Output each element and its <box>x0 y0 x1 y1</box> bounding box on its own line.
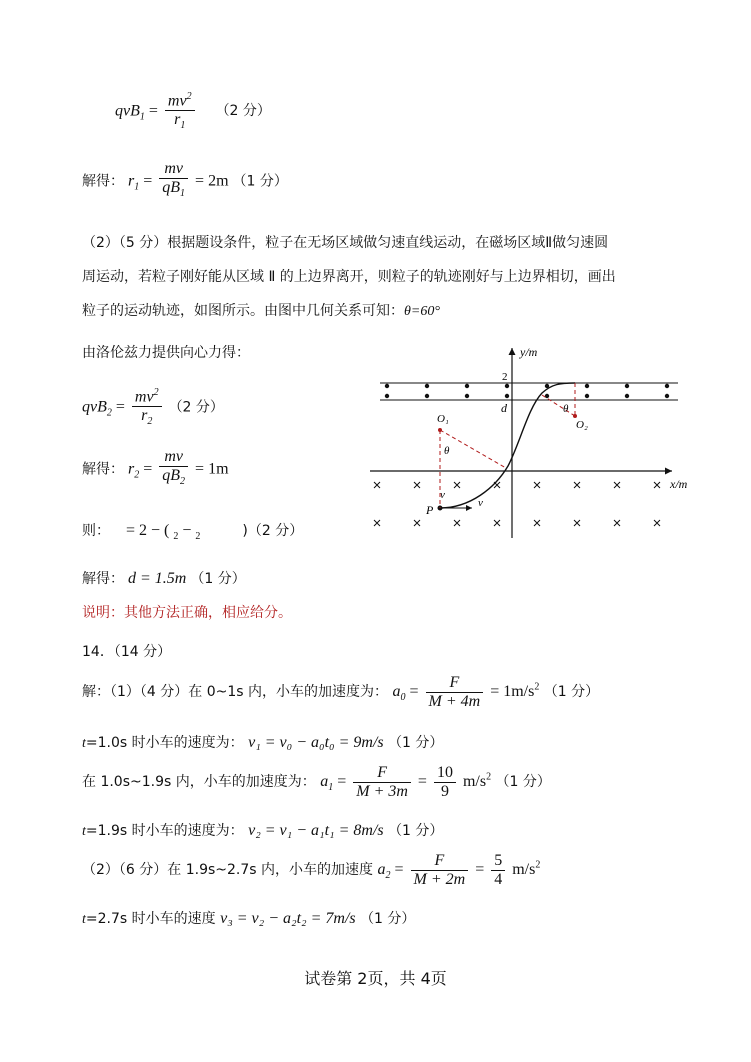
label-d: d <box>501 401 507 415</box>
label-o1: O₁ <box>437 413 449 425</box>
line-a0: 解：（1）（4 分）在 0~1s 内，小车的加速度为： $a_0$ = $\frac{F}{M + 4m}$ = $1m/s^2$ （1 分） <box>82 674 600 710</box>
equation-r1: 解得： $r_1$ = $\frac{mv}{qB_1}$ = 2m （1 分） <box>82 160 288 200</box>
label-v-lower: v <box>478 497 483 509</box>
grading-note: 说明：其他方法正确，相应给分。 <box>82 605 292 621</box>
trajectory-diagram <box>360 338 690 548</box>
equation-then: 则： = 2 − ( $_2$ − $_2$ )（2 分） <box>82 522 304 543</box>
label-v-left: v <box>440 489 445 501</box>
line-v1: t=1.0s 时小车的速度为： v₁ = v₀ − a₀t₀ = 9m/s （1 分） <box>82 734 444 751</box>
part2-line2: 周运动，若粒子刚好能从区域 Ⅱ 的上边界离开，则粒子的轨迹刚好与上边界相切，画出 <box>82 269 616 285</box>
line-a1: 在 1.0s~1.9s 内，小车的加速度为： $a_1$ = $\frac{F}{M + 3m}$ = $\frac{10}{9}$ $m/s^2$ （1 分） <box>82 764 551 800</box>
field-dots <box>385 384 669 398</box>
label-theta-2: θ <box>563 403 569 415</box>
equation-r2: 解得： $r_2$ = $\frac{mv}{qB_2}$ = 1m <box>82 448 229 488</box>
equation-qvb1: qvB$_1$ = $\frac{mv^2}{r_1}$ （2 分） <box>115 88 271 136</box>
question-14-title: 14．（14 分） <box>82 644 172 660</box>
line-v3: t=2.7s 时小车的速度 v₃ = v₂ − a₂t₂ = 7m/s （1 分） <box>82 910 416 927</box>
page-footer: 试卷第 2页，共 4页 <box>304 969 447 988</box>
tick-2-label: 2 <box>502 371 508 383</box>
line-v2: t=1.9s 时小车的速度为： v₂ = v₁ − a₁t₁ = 8m/s （1 分） <box>82 822 444 839</box>
o1-radius-slant <box>440 430 506 468</box>
particle-trajectory <box>440 383 575 508</box>
equation-qvb2: qvB$_2$ = $\frac{mv^2}{r_2}$ （2 分） <box>82 384 224 432</box>
part2-line3: 粒子的运动轨迹，如图所示。由图中几何关系可知：θ=60° <box>82 303 440 319</box>
label-theta-1: θ <box>444 445 450 457</box>
x-axis-label: x/m <box>670 477 688 491</box>
field-crosses <box>374 482 660 526</box>
label-p: P <box>426 503 434 517</box>
part2-line1: （2）（5 分）根据题设条件，粒子在无场区域做匀速直线运动，在磁场区域Ⅱ做匀速圆 <box>82 235 609 251</box>
y-axis-label: y/m <box>520 345 538 359</box>
line-a2: （2）（6 分）在 1.9s~2.7s 内，小车的加速度 $a_2$ = $\frac{F}{M + 2m}$ = $\frac{5}{4}$ $m/s^2$ <box>82 852 541 888</box>
label-o2: O₂ <box>576 419 588 431</box>
lorentz-text: 由洛伦兹力提供向心力得： <box>82 345 250 361</box>
equation-d: 解得： d = 1.5m （1 分） <box>82 570 246 587</box>
